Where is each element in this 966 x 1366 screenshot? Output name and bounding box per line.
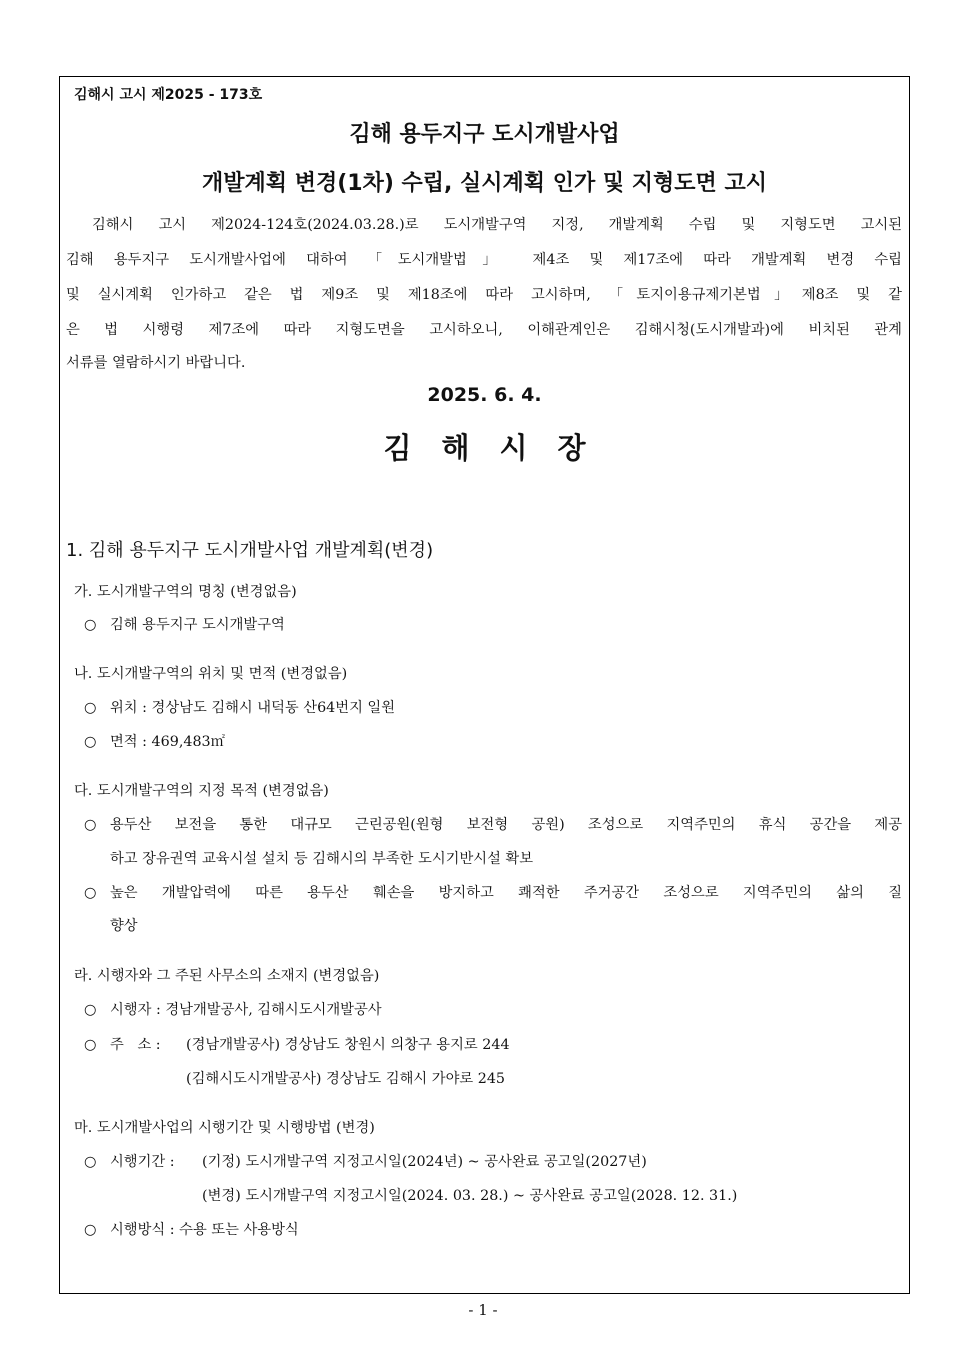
list-item — [84, 1034, 161, 1054]
notice-date: 2025. 6. 4. — [427, 384, 542, 406]
bullet-icon: ○ — [84, 817, 97, 833]
purpose-2-line-1: 높은 개발압력에 따른 용두산 훼손을 방지하고 쾌적한 주거공간 조성으로 지역주민의 삶의 질 — [110, 885, 902, 901]
subsection-ma-heading: 마. 도시개발사업의 시행기간 및 시행방법 (변경) — [74, 1120, 375, 1136]
list-item — [84, 814, 902, 834]
district-location: 위치 : 경상남도 김해시 내덕동 산64번지 일원 — [110, 700, 396, 716]
address-label: 주 소 : — [110, 1037, 161, 1053]
period-label: 시행기간 : — [110, 1154, 175, 1170]
address-1: (경남개발공사) 경상남도 창원시 의창구 용지로 244 — [186, 1037, 510, 1053]
bullet-icon: ○ — [84, 734, 97, 750]
operator: 시행자 : 경남개발공사, 김해시도시개발공사 — [110, 1002, 382, 1018]
list-item — [84, 999, 382, 1019]
address-2: (김해시도시개발공사) 경상남도 김해시 가야로 245 — [186, 1071, 506, 1087]
period-new: (변경) 도시개발구역 지정고시일(2024. 03. 28.) ~ 공사완료 공고일(2028. 12. 31.) — [202, 1188, 738, 1204]
page-number: - 1 - — [468, 1301, 498, 1319]
subsection-ga-heading: 가. 도시개발구역의 명칭 (변경없음) — [74, 584, 297, 600]
title-line-2: 개발계획 변경(1차) 수립, 실시계획 인가 및 지형도면 고시 — [202, 171, 767, 196]
intro-line-2: 김해 용두지구 도시개발사업에 대하여 「도시개발법」 제4조 및 제17조에 따라 개발계획 변경 수립 — [66, 252, 902, 268]
bullet-icon: ○ — [84, 1154, 97, 1170]
district-name: 김해 용두지구 도시개발구역 — [110, 617, 285, 633]
bullet-icon: ○ — [84, 1037, 97, 1053]
signer: 김해시장 — [383, 431, 616, 465]
title-line-1: 김해 용두지구 도시개발사업 — [349, 122, 620, 147]
bullet-icon: ○ — [84, 1002, 97, 1018]
list-item — [84, 614, 285, 634]
intro-line-4: 은 법 시행령 제7조에 따라 지형도면을 고시하오니, 이해관계인은 김해시청(도시개발과)에 비치된 관계 — [66, 322, 902, 338]
intro-line-1: 김해시 고시 제2024-124호(2024.03.28.)로 도시개발구역 지정, 개발계획 수립 및 지형도면 고시된 — [92, 217, 902, 233]
implementation-method: 시행방식 : 수용 또는 사용방식 — [110, 1222, 299, 1238]
district-area: 면적 : 469,483㎡ — [110, 734, 225, 750]
notice-number: 김해시 고시 제2025 - 173호 — [74, 87, 263, 103]
purpose-1-line-1: 용두산 보전을 통한 대규모 근린공원(원형 보전형 공원) 조성으로 지역주민의 휴식 공간을 제공 — [110, 817, 902, 833]
intro-line-3: 및 실시계획 인가하고 같은 법 제9조 및 제18조에 따라 고시하며, 「토지이용규제기본법」제8조 및 같 — [66, 287, 902, 303]
list-item — [84, 697, 395, 717]
subsection-na-heading: 나. 도시개발구역의 위치 및 면적 (변경없음) — [74, 666, 348, 682]
period-old: (기정) 도시개발구역 지정고시일(2024년) ~ 공사완료 공고일(2027년) — [202, 1154, 647, 1170]
list-item — [84, 1219, 299, 1239]
bullet-icon: ○ — [84, 885, 97, 901]
subsection-da-heading: 다. 도시개발구역의 지정 목적 (변경없음) — [74, 783, 329, 799]
bullet-icon: ○ — [84, 617, 97, 633]
list-item — [84, 731, 225, 751]
intro-line-5: 서류를 열람하시기 바랍니다. — [66, 355, 246, 371]
list-item — [84, 882, 902, 902]
purpose-1-line-2: 하고 장유권역 교육시설 설치 등 김해시의 부족한 도시기반시설 확보 — [110, 851, 534, 867]
bullet-icon: ○ — [84, 1222, 97, 1238]
list-item — [84, 1151, 175, 1171]
purpose-2-line-2: 향상 — [110, 918, 138, 934]
section-1-heading: 1. 김해 용두지구 도시개발사업 개발계획(변경) — [66, 540, 434, 561]
subsection-ra-heading: 라. 시행자와 그 주된 사무소의 소재지 (변경없음) — [74, 968, 380, 984]
bullet-icon: ○ — [84, 700, 97, 716]
